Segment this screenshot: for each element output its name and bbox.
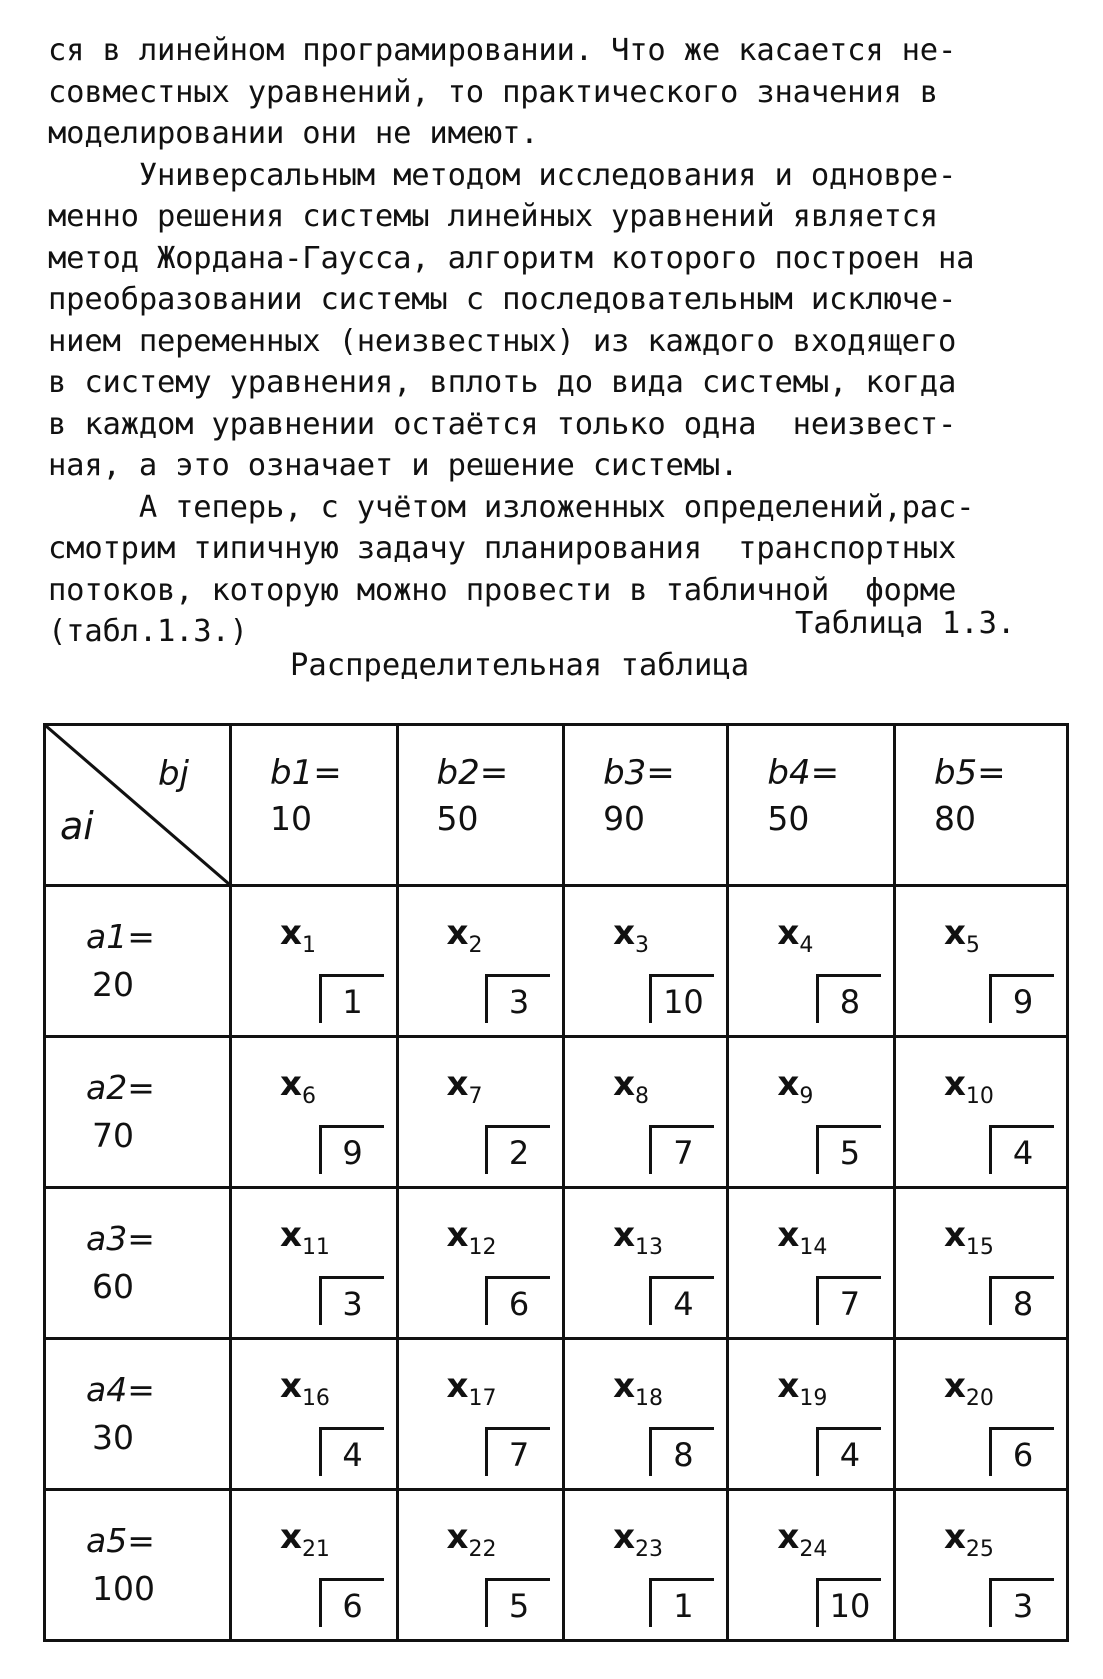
table-number-caption: Таблица 1.3. — [795, 606, 1016, 641]
table-header-row — [45, 725, 1068, 886]
table-cell — [894, 1339, 1067, 1490]
column-value: 10 — [270, 799, 312, 838]
text-line: смотрим типичную задачу планирования транспортных — [48, 531, 957, 566]
column-name: b3= — [603, 753, 675, 793]
table-cell — [231, 1490, 398, 1641]
column-name: b2= — [436, 753, 509, 793]
table-cell — [894, 1490, 1067, 1641]
variable-label: $x_8$ — [613, 1064, 649, 1109]
distribution-table — [43, 723, 1069, 1642]
table-cell — [564, 886, 728, 1037]
table-cell — [397, 886, 564, 1037]
table-cell — [894, 1037, 1067, 1188]
variable-label: $x_{23}$ — [613, 1517, 663, 1562]
text-line: нием переменных (неизвестных) из каждого входящего — [48, 323, 957, 359]
table-cell — [894, 886, 1067, 1037]
cost-box: 7 — [485, 1427, 550, 1476]
column-header — [397, 725, 564, 886]
cost-box: 8 — [649, 1427, 714, 1476]
column-value: 80 — [933, 799, 976, 838]
table-row — [45, 1188, 1068, 1339]
cost-box: 10 — [649, 974, 714, 1023]
text-line: совместных уравнений, то практического значения в — [48, 74, 938, 110]
text-line: в систему уравнения, вплоть до вида системы, когда — [48, 365, 957, 400]
row-value: 20 — [92, 965, 134, 1004]
table-cell — [231, 1037, 398, 1188]
cost-box: 9 — [319, 1125, 384, 1174]
cost-box: 4 — [649, 1276, 714, 1325]
cost-box: 5 — [485, 1578, 550, 1627]
table-row — [45, 1490, 1068, 1641]
cost-box: 9 — [989, 974, 1054, 1023]
cost-box: 3 — [319, 1276, 384, 1325]
table-cell — [894, 1188, 1067, 1339]
variable-label: $x_{21}$ — [280, 1517, 330, 1562]
variable-label: $x_{17}$ — [446, 1366, 497, 1411]
cost-box: 3 — [485, 974, 550, 1023]
variable-label: $x_4$ — [777, 913, 814, 958]
text-line: (табл.1.3.) — [48, 614, 248, 649]
variable-label: $x_{16}$ — [280, 1366, 330, 1411]
cost-box: 8 — [816, 974, 881, 1023]
table-cell — [397, 1339, 564, 1490]
text-line: потоков, которую можно провести в табличной форме — [48, 572, 957, 608]
row-name: a4= — [86, 1370, 155, 1409]
row-header — [45, 1490, 231, 1641]
cost-box: 7 — [649, 1125, 714, 1174]
text-line: ся в линейном програмировании. Что же касается не- — [48, 33, 957, 68]
variable-label: $x_1$ — [280, 913, 316, 958]
table-row — [45, 1339, 1068, 1490]
column-name: b4= — [767, 753, 840, 793]
table-cell — [728, 1188, 895, 1339]
variable-label: $x_9$ — [777, 1064, 814, 1109]
row-name: a5= — [86, 1521, 155, 1560]
table-cell — [728, 1490, 895, 1641]
text-line: ная, а это означает и решение системы. — [48, 448, 739, 483]
cost-box: 10 — [816, 1578, 881, 1627]
column-header — [728, 725, 895, 886]
row-value: 30 — [92, 1418, 134, 1457]
text-line: в каждом уравнении остаётся только одна неизвест- — [48, 406, 957, 442]
table-cell — [564, 1188, 728, 1339]
variable-label: $x_{19}$ — [777, 1366, 828, 1411]
cost-box: 6 — [319, 1578, 384, 1627]
variable-label: $x_{22}$ — [446, 1517, 497, 1562]
table-row — [45, 1037, 1068, 1188]
variable-label: $x_6$ — [280, 1064, 316, 1109]
column-name: b5= — [933, 753, 1006, 793]
text-line: А теперь, с учётом изложенных определений,рас- — [48, 489, 975, 525]
cost-box: 1 — [649, 1578, 714, 1627]
variable-label: $x_3$ — [613, 913, 649, 958]
row-value: 60 — [92, 1267, 134, 1306]
row-header — [45, 1188, 231, 1339]
corner-cell — [45, 725, 231, 886]
variable-label: $x_7$ — [446, 1064, 483, 1109]
cost-box: 1 — [319, 974, 384, 1023]
table-cell — [397, 1490, 564, 1641]
row-value: 70 — [92, 1116, 134, 1155]
column-name: b1= — [270, 753, 342, 793]
variable-label: $x_{14}$ — [777, 1215, 828, 1260]
row-header — [45, 1339, 231, 1490]
row-header — [45, 1037, 231, 1188]
column-label: bj — [157, 754, 189, 794]
variable-label: $x_{11}$ — [280, 1215, 330, 1260]
row-value: 100 — [92, 1569, 155, 1608]
table-cell — [564, 1037, 728, 1188]
text-line: Универсальным методом исследования и одновре- — [48, 157, 957, 193]
cost-box: 6 — [485, 1276, 550, 1325]
column-value: 90 — [603, 799, 646, 838]
variable-label: $x_{20}$ — [943, 1366, 994, 1411]
body-text — [48, 30, 1088, 653]
column-value: 50 — [436, 799, 479, 838]
row-name: a3= — [86, 1219, 155, 1258]
table-cell — [728, 1037, 895, 1188]
variable-label: $x_{10}$ — [943, 1064, 994, 1109]
row-name: a1= — [86, 917, 155, 956]
cost-box: 6 — [989, 1427, 1054, 1476]
cost-box: 3 — [989, 1578, 1054, 1627]
column-header — [231, 725, 398, 886]
table-cell — [231, 1339, 398, 1490]
cost-box: 7 — [816, 1276, 881, 1325]
table-row — [45, 886, 1068, 1037]
table-cell — [564, 1339, 728, 1490]
cost-box: 4 — [989, 1125, 1054, 1174]
variable-label: $x_{18}$ — [613, 1366, 663, 1411]
variable-label: $x_{13}$ — [613, 1215, 663, 1260]
column-value: 50 — [767, 799, 810, 838]
table-title: Распределительная таблица — [290, 648, 750, 683]
cost-box: 2 — [485, 1125, 550, 1174]
text-line: менно решения системы линейных уравнений является — [48, 199, 938, 234]
variable-label: $x_5$ — [943, 913, 980, 958]
table-cell — [397, 1188, 564, 1339]
table-cell — [728, 1339, 895, 1490]
table-cell — [231, 1188, 398, 1339]
column-header — [564, 725, 728, 886]
text-line: преобразовании системы с последовательным исключе- — [48, 282, 957, 317]
column-header — [894, 725, 1067, 886]
text-line: метод Жордана-Гаусса, алгоритм которого построен на — [48, 240, 975, 276]
variable-label: $x_{15}$ — [943, 1215, 994, 1260]
table-cell — [564, 1490, 728, 1641]
row-label: ai — [60, 804, 94, 848]
cost-box: 4 — [319, 1427, 384, 1476]
variable-label: $x_{25}$ — [943, 1517, 994, 1562]
table-cell — [231, 886, 398, 1037]
table-cell — [728, 886, 895, 1037]
cost-box: 5 — [816, 1125, 881, 1174]
text-line: моделировании они не имеют. — [48, 116, 539, 151]
variable-label: $x_{24}$ — [777, 1517, 828, 1562]
variable-label: $x_2$ — [446, 913, 483, 958]
row-header — [45, 886, 231, 1037]
variable-label: $x_{12}$ — [446, 1215, 497, 1260]
cost-box: 8 — [989, 1276, 1054, 1325]
row-name: a2= — [86, 1068, 155, 1107]
cost-box: 4 — [816, 1427, 881, 1476]
table-cell — [397, 1037, 564, 1188]
